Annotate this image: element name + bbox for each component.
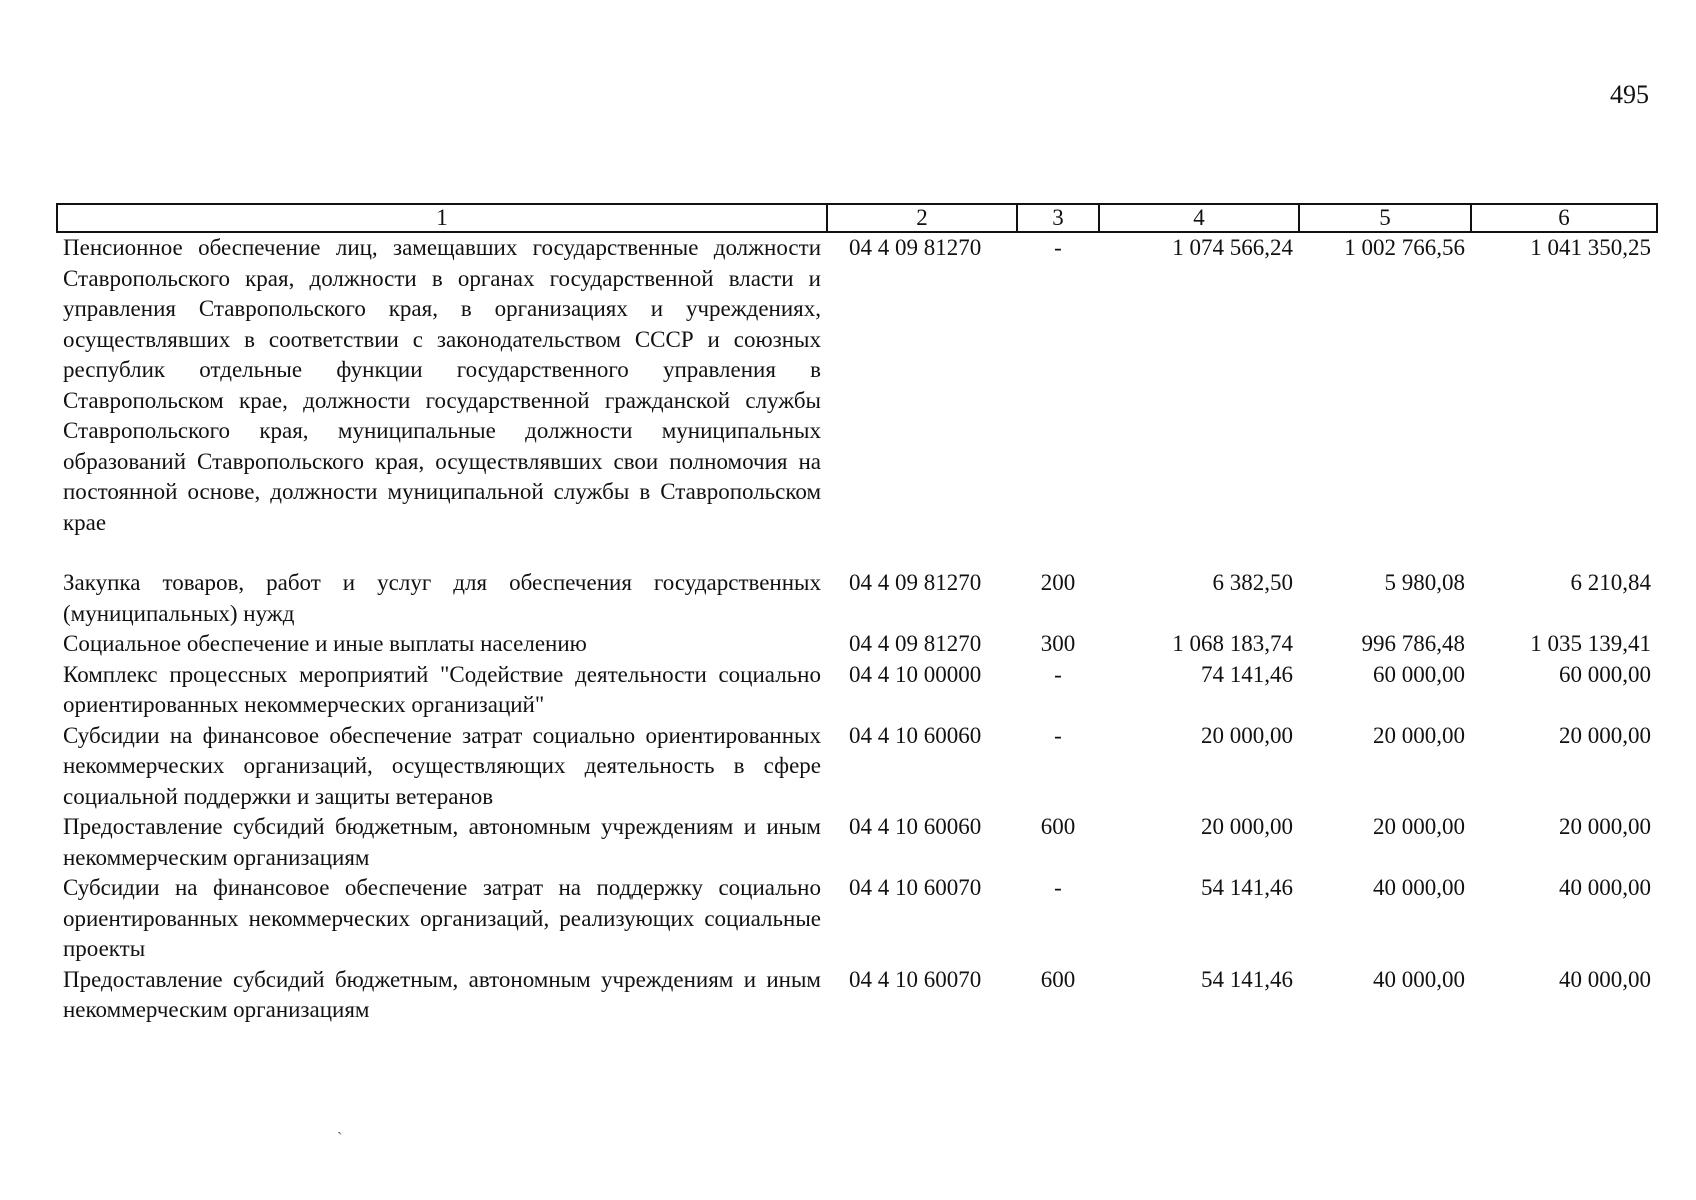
- column-header-4: 4: [1099, 204, 1299, 232]
- row-value-5: 20 000,00: [1373, 814, 1465, 839]
- row-value-4: 74 141,46: [1201, 661, 1293, 687]
- row-code: 04 4 10 00000: [849, 661, 982, 687]
- row-kind: 600: [1040, 966, 1076, 992]
- row-value-5: 20 000,00: [1373, 722, 1465, 748]
- row-code: 04 4 09 81270: [849, 631, 982, 656]
- column-header-5: 5: [1299, 204, 1471, 232]
- stray-mark: `: [337, 1130, 343, 1147]
- row-value-6: 40 000,00: [1559, 966, 1651, 992]
- row-value-4: 1 068 183,74: [1172, 631, 1293, 656]
- row-code: 04 4 09 81270: [849, 570, 982, 595]
- row-kind: 600: [1040, 814, 1076, 839]
- row-value-5: 60 000,00: [1373, 661, 1465, 687]
- row-value-4: 54 141,46: [1201, 966, 1293, 992]
- row-name: Предоставление субсидий бюджетным, автономным учреждениям и иным некоммерческим организациям: [63, 966, 821, 1022]
- row-value-5: 40 000,00: [1373, 966, 1465, 992]
- row-kind: -: [1054, 661, 1062, 687]
- row-value-6: 6 210,84: [1570, 570, 1651, 595]
- row-code: 04 4 10 60060: [849, 722, 982, 748]
- column-header-3: 3: [1017, 204, 1099, 232]
- row-value-4: 20 000,00: [1201, 814, 1293, 839]
- column-header-2: 2: [827, 204, 1017, 232]
- row-value-6: 20 000,00: [1559, 814, 1651, 839]
- row-value-4: 20 000,00: [1201, 722, 1293, 748]
- row-value-6: 60 000,00: [1559, 661, 1651, 687]
- row-code: 04 4 09 81270: [849, 235, 982, 260]
- row-code: 04 4 10 60060: [849, 814, 982, 839]
- row-value-5: 1 002 766,56: [1344, 235, 1465, 260]
- column-header-1: 1: [57, 204, 827, 232]
- row-value-6: 1 041 350,25: [1530, 235, 1651, 260]
- table-row: [57, 721, 1657, 813]
- table-row: [57, 629, 1657, 660]
- column-header-6: 6: [1471, 204, 1657, 232]
- row-code: 04 4 10 60070: [849, 875, 982, 900]
- row-name: Пенсионное обеспечение лиц, замещавших государственные должности Ставропольского края, должности в органах государственной власти и управления Ставропольского края, в организациях и учреждениях, осуществлявших в соответствии с законодательством СССР и союзных республик отдельные функции государственного управления в Ставропольском крае, должности государственной гражданской службы Ставропольского края, муниципальные должности муниципальных образований Ставропольского края, осуществлявших свои полномочия на постоянной основе, должности муниципальной службы в Ставропольском крае: [63, 235, 821, 535]
- header-row: [57, 204, 1657, 232]
- row-kind: -: [1054, 722, 1062, 748]
- row-name: Субсидии на финансовое обеспечение затрат социально ориентированных некоммерческих организаций, осуществляющих деятельность в сфере социальной поддержки и защиты ветеранов: [63, 722, 821, 809]
- table-row: [57, 965, 1657, 1026]
- row-value-5: 996 786,48: [1361, 631, 1465, 656]
- row-value-4: 6 382,50: [1212, 570, 1293, 595]
- row-value-4: 1 074 566,24: [1172, 235, 1293, 260]
- row-name: Закупка товаров, работ и услуг для обеспечения государственных (муниципальных) нужд: [63, 570, 821, 626]
- row-value-4: 54 141,46: [1201, 875, 1293, 900]
- row-value-5: 5 980,08: [1384, 570, 1465, 595]
- row-value-6: 20 000,00: [1559, 722, 1651, 748]
- row-name: Комплекс процессных мероприятий "Содействие деятельности социально ориентированных некоммерческих организаций": [63, 661, 821, 717]
- row-kind: 200: [1040, 570, 1076, 595]
- row-value-5: 40 000,00: [1373, 875, 1465, 900]
- row-kind: 300: [1040, 631, 1076, 656]
- page-number: 495: [1610, 80, 1649, 109]
- table-row: [57, 232, 1657, 568]
- row-value-6: 40 000,00: [1559, 875, 1651, 900]
- row-name: Предоставление субсидий бюджетным, автономным учреждениям и иным некоммерческим организациям: [63, 814, 821, 870]
- table-row: [57, 568, 1657, 629]
- row-kind: -: [1054, 235, 1062, 260]
- table-row: [57, 873, 1657, 965]
- table-row: [57, 812, 1657, 873]
- table-row: [57, 660, 1657, 721]
- budget-table: [56, 203, 1658, 1026]
- row-code: 04 4 10 60070: [849, 966, 982, 992]
- row-name: Социальное обеспечение и иные выплаты населению: [63, 631, 587, 656]
- row-value-6: 1 035 139,41: [1530, 631, 1651, 656]
- row-name: Субсидии на финансовое обеспечение затрат на поддержку социально ориентированных некоммерческих организаций, реализующих социальные проекты: [63, 875, 821, 961]
- row-kind: -: [1054, 875, 1062, 900]
